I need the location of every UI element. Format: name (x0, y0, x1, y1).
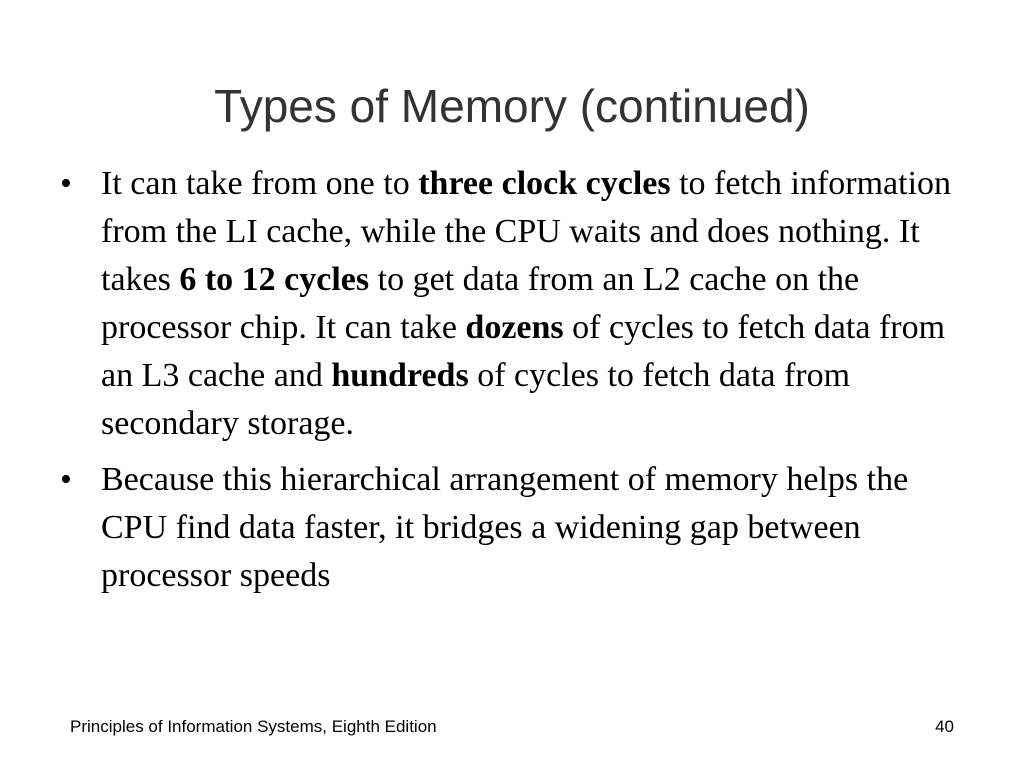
bullet-emphasis: hundreds (331, 357, 469, 394)
bullet-text-segment: of cycles to fetch data from secondary storage. (101, 357, 851, 442)
bullet-emphasis: dozens (465, 309, 564, 346)
page-number: 40 (935, 717, 954, 736)
slide-title: Types of Memory (continued) (214, 80, 810, 132)
bullet-emphasis: three clock cycles (418, 165, 671, 202)
bullet-text (101, 461, 908, 594)
bullet-text-segment: to get data from an L2 cache on the processor chip. It can take (101, 261, 860, 346)
bullet-marker-icon: • (60, 461, 72, 498)
bullet-text-segment: It can take from one to (101, 165, 419, 202)
bullet-item-2 (60, 456, 960, 600)
bullet-item-1 (60, 160, 960, 448)
footer-book-title: Principles of Information Systems, Eighth Edition (70, 717, 437, 736)
bullet-emphasis: 6 to 12 cycles (179, 261, 370, 298)
bullet-text-segment: Because this hierarchical arrangement of memory helps the CPU find data faster, it bridges a widening gap between processor speeds (101, 461, 909, 594)
bullet-marker-icon: • (60, 165, 72, 202)
bullet-text-segment: to fetch information from the LI cache, while the CPU waits and does nothing. It takes (101, 165, 952, 298)
bullet-text-segment: of cycles to fetch data from an L3 cache and (101, 309, 946, 394)
bullet-list (60, 160, 960, 600)
bullet-text (101, 165, 951, 442)
